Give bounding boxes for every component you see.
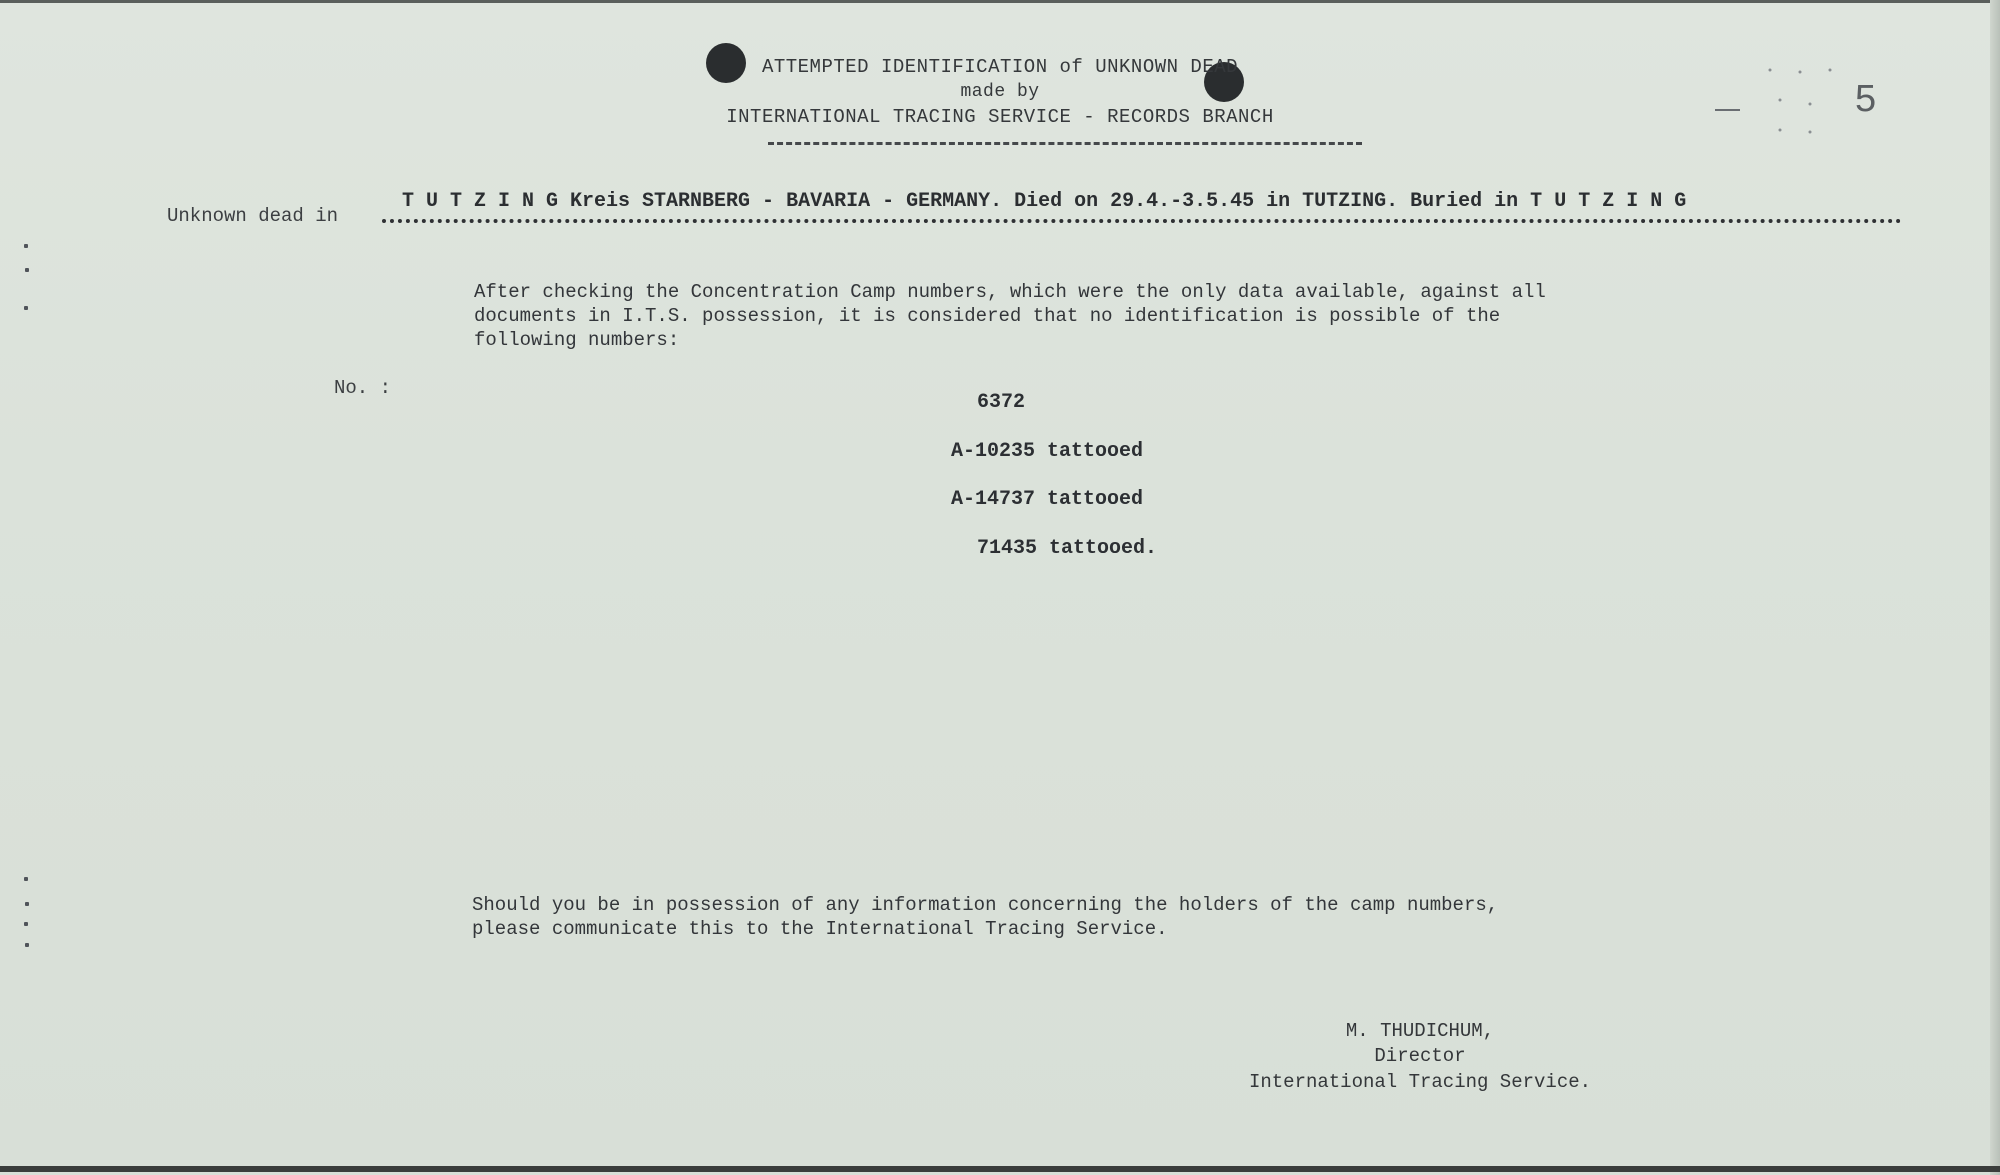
dotted-leader	[382, 219, 1902, 223]
top-edge	[0, 0, 2000, 3]
margin-mark	[24, 877, 28, 881]
right-edge	[1990, 0, 2000, 1175]
record-label: Unknown dead in	[167, 205, 339, 227]
margin-mark	[25, 943, 29, 947]
header-made-by: made by	[960, 82, 1040, 102]
checking-paragraph: After checking the Concentration Camp numbers, which were the only data available, against all documents in I.T.S. possession, it is considered that no identification is possible of the following numbers:	[474, 281, 1546, 351]
signatory-organisation: International Tracing Service.	[1248, 1071, 1592, 1093]
numbers-label: No. :	[334, 377, 392, 399]
record-entry: T U T Z I N G Kreis STARNBERG - BAVARIA - GERMANY. Died on 29.4.-3.5.45 in TUTZING. Buried in T U T Z I N G	[402, 190, 1687, 213]
margin-mark	[25, 902, 29, 906]
camp-number-item: 6372	[977, 391, 1026, 414]
signatory-title: Director	[1374, 1045, 1466, 1067]
camp-number-item: A-14737 tattooed	[951, 488, 1144, 511]
page-number: 5	[1855, 78, 1877, 120]
header-organisation: INTERNATIONAL TRACING SERVICE - RECORDS BRANCH	[726, 106, 1274, 128]
margin-mark	[25, 268, 29, 272]
closing-paragraph: Should you be in possession of any information concerning the holders of the camp numbers, please communicate this to the International Tracing Service.	[472, 894, 1499, 940]
faint-marks	[1710, 60, 1860, 140]
margin-mark	[24, 922, 28, 926]
camp-number-item: 71435 tattooed.	[977, 537, 1158, 560]
signatory-name: M. THUDICHUM,	[1345, 1020, 1495, 1042]
camp-number-item: A-10235 tattooed	[951, 440, 1144, 463]
margin-mark	[24, 244, 28, 248]
header-underline	[768, 142, 1362, 145]
bottom-edge	[0, 1166, 2000, 1172]
margin-mark	[24, 306, 28, 310]
header-title: ATTEMPTED IDENTIFICATION of UNKNOWN DEAD	[761, 56, 1239, 78]
